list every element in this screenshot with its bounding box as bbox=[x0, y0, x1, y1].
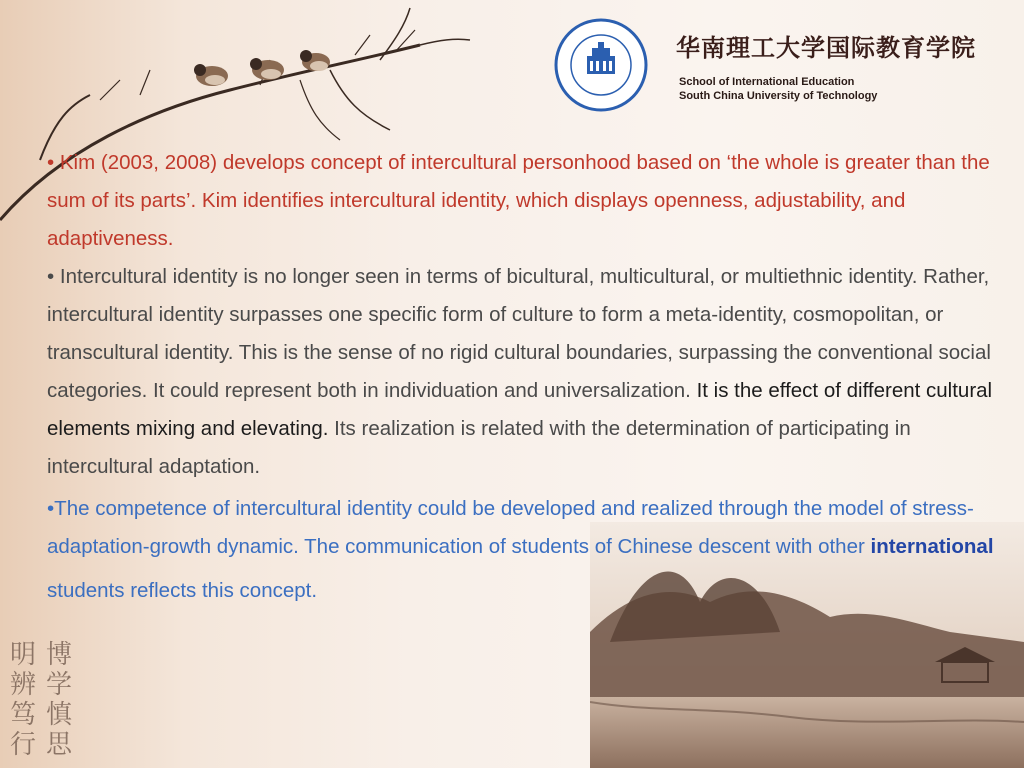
bird-3-icon bbox=[300, 50, 330, 71]
bullet-competence bbox=[47, 490, 1012, 566]
calligraphy-column-right: 博学慎思 bbox=[46, 640, 73, 760]
bird-2-icon bbox=[250, 58, 284, 80]
bullet-kim-concept: • Kim (2003, 2008) develops concept of intercultural personhood based on ‘the whole is greater than the sum of its parts’. Kim identifies intercultural identity, which displays openness, adjustability, and adaptiveness. bbox=[47, 151, 990, 250]
bullet-3-text-a: •The competence of intercultural identity could be developed and realized through the model of stress-adaptation-growth dynamic. The communication of students of Chinese descent with other bbox=[47, 497, 974, 558]
slide-body bbox=[47, 144, 1012, 610]
bullet-2-text-emphasis: It is the effect of different cultural elements mixing and elevating. bbox=[47, 379, 993, 440]
bullet-3-text-tail: students reflects this concept. bbox=[47, 579, 318, 602]
school-name-chinese: 华南理工大学国际教育学院 bbox=[676, 33, 976, 62]
bullet-2-text-c: Its realization is related with the determination of participating in intercultural adaptation. bbox=[47, 417, 911, 478]
bullet-2-text-a: • Intercultural identity is no longer seen in terms of bicultural, multicultural, or multiethnic identity. Rather, intercultural identity surpasses one specific form of culture to form a meta-identity, cosmopolitan, or transcultural identity. This is the sense of no rigid cultural boundaries, surpassing the conventional social categories. It could represent both in individuation and universalization. bbox=[47, 265, 991, 402]
bird-1-icon bbox=[194, 64, 228, 86]
university-name-english: South China University of Technology bbox=[679, 90, 878, 102]
university-logo bbox=[554, 18, 648, 112]
school-name-english: School of International Education bbox=[679, 76, 855, 88]
bullet-intercultural-identity bbox=[47, 258, 1012, 486]
calligraphy-column-left: 明辨笃行 bbox=[10, 640, 37, 760]
bullet-3-text-bold: international bbox=[870, 535, 994, 558]
